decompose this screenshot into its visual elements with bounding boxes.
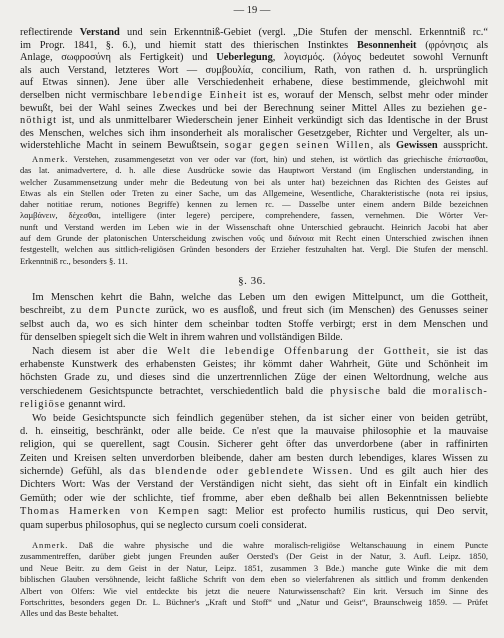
text-line <box>20 27 488 40</box>
text-run: genannt wird. <box>65 399 126 411</box>
text-line <box>20 140 488 153</box>
text-line <box>20 40 488 53</box>
text-line <box>20 128 488 141</box>
text-run: quam superbus philosophus, qui se neglecto cursum coeli considerat. <box>20 519 307 531</box>
text-line <box>20 318 488 331</box>
text-run: welcher Zusammensetzung under mehr die Bedeutung von bei als unter hat) bezeichnen das Richten des Geistes auf <box>20 176 488 187</box>
text-line <box>20 210 488 221</box>
text-line <box>20 452 488 465</box>
text-line <box>20 188 488 199</box>
text-line <box>20 519 488 532</box>
bold-text: Gewissen <box>396 140 438 152</box>
text-run: Zeiten und Kreisen selten unverdorben bleibende, daher am besten durch lebendiges, klares Wissen zu <box>20 452 488 464</box>
text-run: (φρόνησις als <box>416 39 488 51</box>
page-number: — 19 — <box>233 5 271 16</box>
text-run: widerstehliche Macht in seinem Bewußtsein, <box>20 140 225 152</box>
spaced-text: das blendende oder geblendete Wissen <box>129 466 350 478</box>
spaced-text: nöthigt <box>20 115 58 127</box>
text-line <box>20 52 488 65</box>
text-line <box>20 103 488 116</box>
text-run: zusammentreffen, darüber giebt jungen Freunden außer Oersted's (Der Geist in der Natur, 3. Aufl. Leipz. 1850, <box>20 551 488 562</box>
text-run: sichernde) Gefühl, als <box>20 466 130 478</box>
text-run: höchsten Grade zu, und dieses sind die unzertrennlichen Züge der einen Weltordnung, welche aus <box>20 372 488 384</box>
text-run: bewußt, bei der Wahl seines Zweckes und bei der Berechnung seiner Mittel Alles zu beziehen <box>20 102 472 114</box>
text-run: Im Menschen kehrt die Bahn, welche das Leben um den ewigen Mittelpunct, um die Gottheit, <box>32 292 488 303</box>
spaced-text: moralisch- <box>432 385 488 397</box>
text-line <box>20 412 488 425</box>
spaced-text: lebendige Einheit <box>152 89 248 101</box>
main-text-block-section-36 <box>20 291 488 532</box>
text-run: verschiedenem Gesichtspuncte betrachtet, verschiedentlich bald die <box>20 385 331 397</box>
text-run: λαμβάνειν, δέχεσθαι, intelligere (inter legere) percipere, comprehendere, fassen, vernehmen. Die Wörter Ver- <box>20 210 488 221</box>
text-run: reflectirende <box>20 27 80 38</box>
spaced-text: religiöse <box>20 399 66 411</box>
text-run: Gemüth; oder wie der schlichte, tief fromme, aber eben deßhalb bei allen Bekenntnissen beliebte <box>20 492 488 504</box>
spaced-text: physische <box>330 385 381 397</box>
text-run: ist es, worauf der Mensch, selbst mehr oder minder <box>247 89 488 101</box>
text-run: das lat. animadvertere, d. h. alle diese Ausdrücke sowie das Hauptwort Verstand (im Englischen understanding, in <box>20 165 488 176</box>
text-run: Etwas als ein Stellen oder Treten zu einer Sache, um das Allgemeine, Wesentliche, Charakteristische (nota rei ipsius, <box>20 187 488 198</box>
text-line <box>20 256 488 267</box>
text-line <box>20 154 488 165</box>
spaced-text: Anmerk. <box>32 540 69 550</box>
text-line <box>20 165 488 176</box>
text-run: bald die <box>380 385 433 397</box>
text-run: und Neue Beitr. zu dem Geist in der Natur, Leipz. 1851, zusammen 3 Bde.) manche gute Winke die mit dem <box>20 562 488 573</box>
spaced-text: sogar gegen seinen Willen <box>224 140 371 152</box>
text-line <box>20 90 488 103</box>
text-line <box>20 438 488 451</box>
text-line <box>20 77 488 90</box>
section-heading: §. 36. <box>238 275 266 287</box>
text-line <box>20 563 488 574</box>
text-line <box>20 115 488 128</box>
spaced-text: die Welt die lebendige Offenbarung der Gottheit <box>142 345 427 357</box>
text-run: Verstehen, zusammengesetzt von ver oder var (fort, hin) und stehen, ist wörtlich das griechische ἐπίστασθαι, <box>68 154 488 164</box>
text-line <box>20 233 488 244</box>
footnote-block-2 <box>20 540 488 620</box>
text-run: ist, und als unmittelbarer Wiederschein jener Einheit verkündigt sich das Identische in der Brust <box>57 115 488 127</box>
text-line <box>20 425 488 438</box>
text-run: Alles und das Beste behaltet. <box>20 608 119 619</box>
text-line <box>20 385 488 398</box>
spaced-text: ge- <box>471 102 488 114</box>
bold-text: Besonnenheit <box>356 39 417 51</box>
text-run: Albert von Olfers: Wie viel entdeckte bis jetzt die neuere Naturwissenschaft? Ein krit. Versuch im Sinne des <box>20 585 488 596</box>
text-line <box>20 398 488 411</box>
spaced-text: Thomas Hamerken von Kempen <box>20 506 200 518</box>
text-line <box>20 505 488 518</box>
text-run: selbst auch da, wo es sich hinter dem scheinbar todten Stoffe verbirgt; erst in dem Menschen und <box>20 318 488 330</box>
text-line <box>20 574 488 585</box>
text-line <box>20 304 488 317</box>
text-run: als auch Verstand, letzteres Wort — συμβουλία, concilium, Rath, von rathen d. h. ursprünglich <box>20 64 488 76</box>
text-run: Fortschrittes, besonders gegen Dr. L. Büchner's „Kraft und Stoff“ und „Natur und Geist“, Braunschweig 1859. — Prüfet <box>20 596 488 607</box>
text-run: auf dem Grunde der platonischen Unterscheidung zwischen νοῦς und διάνοια mit Recht einen Unterschied zwischen ihnen <box>20 233 488 244</box>
bold-text: Ueberlegung <box>216 52 273 64</box>
text-line <box>20 478 488 491</box>
text-run: Dichters Wort: Was der Verstand der Verständigen nicht sieht, das sieht oft in Einfalt ein kindlich <box>20 479 488 491</box>
text-run: auf Etwas sinnen). Jene über alle Verschiedenheit erhabene, diese bestimmende, gleichwohl mit <box>20 77 488 89</box>
text-run: sagt: Melior est profecto humilis rusticus, qui Deo servit, <box>200 506 488 518</box>
text-line <box>20 177 488 188</box>
text-run: , als <box>370 140 397 152</box>
text-run: des Menschen, welches sich ihm insonderheit als moralischer Gesetzgeber, Richter und Vergelter, als un- <box>20 127 488 139</box>
text-run: Anlage, σωφροσύνη als Fertigkeit) und <box>20 52 217 64</box>
text-line <box>20 222 488 233</box>
text-run: festgestellt, welchen aus sittlich-religiösen Gründen besonders der Erzieher festzuhalten hat. Vergl. Die Stufen der menschl. <box>20 244 488 255</box>
text-run: religion, qui se querellent, sagt Cousin. Sicherer geht öfter das unverdorbene (aber in raffinirten <box>20 439 488 451</box>
text-run: zurück, wo es ausfloß, und freut sich (im Menschen) des Genusses seiner <box>150 305 488 317</box>
text-run: für denselben spiegelt sich die Welt in ihrem wahren und vollständigen Bilde. <box>20 332 343 344</box>
text-line <box>20 291 488 304</box>
text-run: Daß die wahre physische und die wahre moralisch-religiöse Weltanschauung in einem Puncte <box>68 540 488 550</box>
text-run: erhabenste Kunstwerk des erhabensten Geistes; ihr kömmt daher Wahrheit, Güte und Schönheit im <box>20 358 488 370</box>
text-run: Erkenntniß rc., besonders §. 11. <box>20 255 128 266</box>
text-run: nunft und Verstand werden im Leben wie in der Wissenschaft ohne Unterschied gebraucht. Heinrich Jacobi hat aber <box>20 221 488 232</box>
text-line <box>20 465 488 478</box>
text-line <box>20 65 488 78</box>
main-text-block-top <box>20 27 488 153</box>
text-run: im Progr. 1841, §. 6.), und hiemit statt des thierischen Instinktes <box>20 39 357 51</box>
spaced-text: Anmerk. <box>32 154 69 164</box>
text-run: . Und es gilt auch hier des <box>349 466 488 478</box>
text-run: Wo beide Gesichtspuncte sich feindlich gegenüber stehen, da ist sicher einer von beiden getrübt, <box>32 412 488 424</box>
text-line <box>20 540 488 551</box>
footnote-block-1 <box>20 154 488 267</box>
text-run: beschreibt, <box>20 305 71 317</box>
text-line <box>20 492 488 505</box>
text-run: , sie ist das <box>426 345 488 357</box>
text-line <box>20 331 488 344</box>
text-line <box>20 199 488 210</box>
bold-text: Verstand <box>79 27 120 38</box>
text-run: Nach diesem ist aber <box>32 345 143 357</box>
text-line <box>20 358 488 371</box>
text-run: daher notitiae rerum, notiones Begriffe) kennen zu lernen rc. — Dasselbe unter einem andern Bilde bezeichnen <box>20 199 488 210</box>
text-run: und sein Erkenntniß-Gebiet (vergl. „Die Stufen der menschl. Erkenntniß rc.“ <box>119 27 488 38</box>
text-line <box>20 244 488 255</box>
text-line <box>20 608 488 619</box>
text-run: , λογισμός. (λόγος bedeutet sowohl Vernunft <box>272 52 488 64</box>
text-run: d. h. einseitig, beschränkt, oder alle beide. Ce n'est que la mauvaise philosophie et la mauvaise <box>20 425 488 437</box>
text-line <box>20 586 488 597</box>
text-line <box>20 345 488 358</box>
text-line <box>20 371 488 384</box>
text-run: ausspricht. <box>437 140 488 152</box>
spaced-text: zu dem Puncte <box>70 305 151 317</box>
text-run: derselben nicht vermischbare <box>20 89 153 101</box>
text-run: biblischen Glauben versöhnende, leicht faßliche Schrift von dem eben so vielerfahrenen als sittlich und fromm denkenden <box>20 574 488 585</box>
text-line <box>20 551 488 562</box>
text-line <box>20 597 488 608</box>
